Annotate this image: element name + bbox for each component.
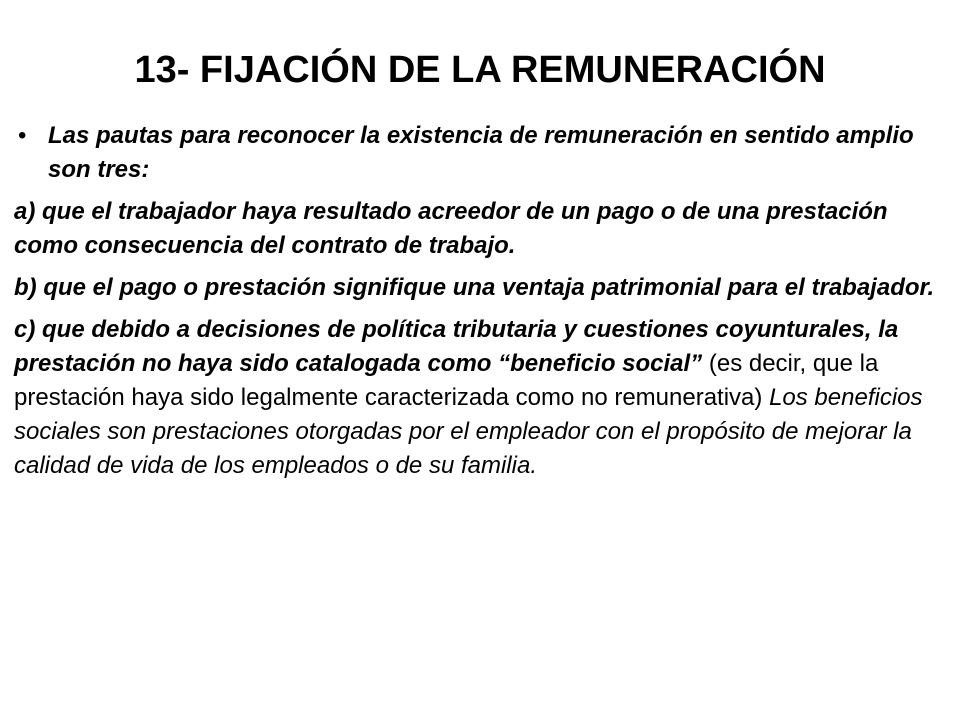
page-title: 13- FIJACIÓN DE LA REMUNERACIÓN [134, 49, 826, 91]
item-c-bold-text: c) que debido a decisiones de política tributaria y cuestiones coyunturales, la prestación no haya sido catalogada como “beneficio social” [14, 316, 899, 377]
bullet-item [14, 119, 944, 187]
item-c-plain-text: (es decir, que la prestación haya sido legalmente caracterizada como no remunerativa) [14, 350, 879, 411]
item-b: b) que el pago o prestación signifique una ventaja patrimonial para el trabajador. [14, 274, 935, 301]
item-c [14, 313, 944, 483]
bullet-dot-icon: • [18, 122, 27, 149]
bullet-text: Las pautas para reconocer la existencia de remuneración en sentido amplio son tres: [48, 122, 914, 183]
item-a: a) que el trabajador haya resultado acreedor de un pago o de una prestación como consecuencia del contrato de trabajo. [14, 198, 888, 259]
item-c-italic-text: Los beneficios sociales son prestaciones otorgadas por el empleador con el propósito de mejorar la calidad de vida de los empleados o de su familia. [14, 384, 923, 479]
slide-content [14, 119, 944, 491]
